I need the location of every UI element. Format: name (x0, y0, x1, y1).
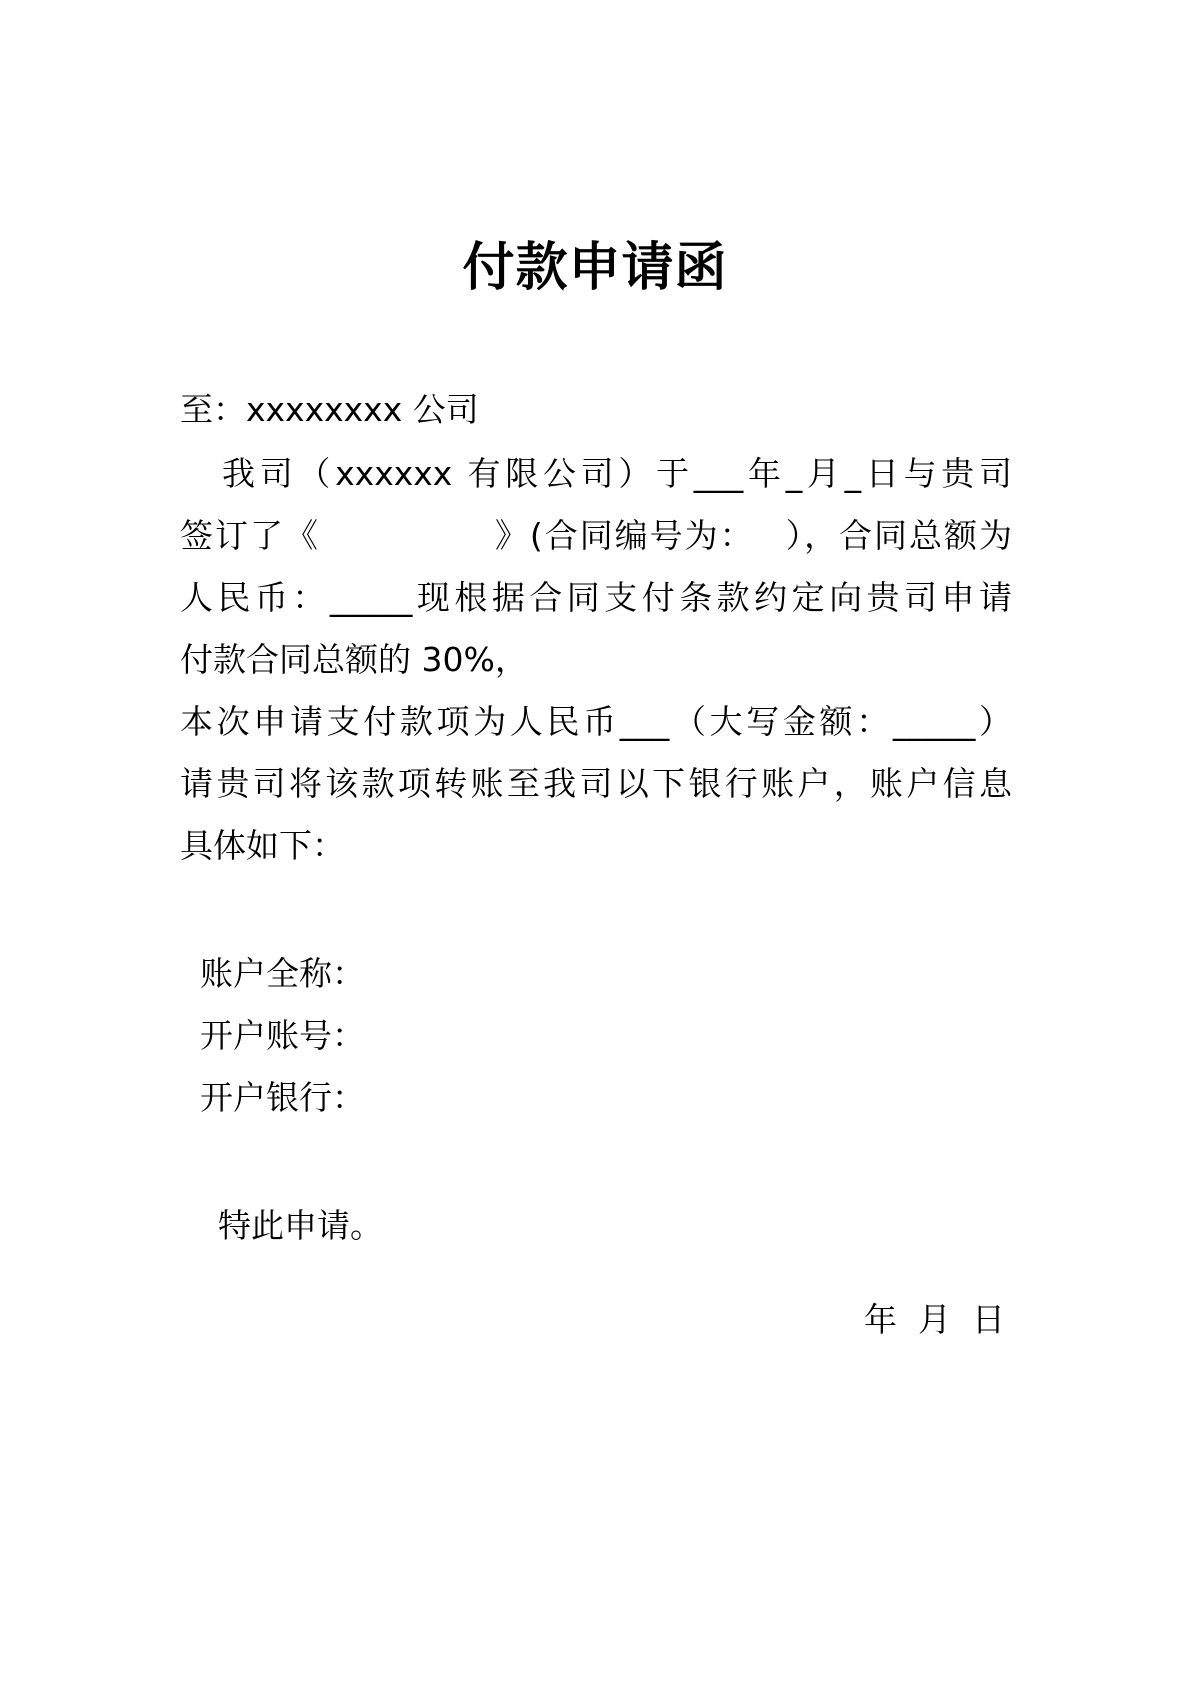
body-line-3: 人民币：_____现根据合同支付条款约定向贵司申请 (180, 578, 1012, 617)
body-line-6: 请贵司将该款项转账至我司以下银行账户，账户信息 (180, 764, 1012, 803)
body-line-1: 我司（xxxxxx 有限公司）于___年_月_日与贵司 (222, 454, 1012, 493)
body-line-7: 具体如下： (180, 826, 345, 865)
closing-line: 特此申请。 (218, 1206, 383, 1245)
account-bank-label: 开户银行： (200, 1078, 365, 1117)
letter-title: 付款申请函 (462, 238, 728, 298)
body-line-5: 本次申请支付款项为人民币___（大写金额：_____） (180, 702, 1012, 741)
date-line: 年 月 日 (864, 1300, 1005, 1339)
account-name-label: 账户全称： (200, 954, 365, 993)
account-number-label: 开户账号： (200, 1016, 365, 1055)
recipient-line: 至：xxxxxxxx 公司 (180, 390, 479, 429)
body-line-4: 付款合同总额的 30%， (180, 640, 528, 679)
body-line-2: 签订了《 》(合同编号为： ），合同总额为 (180, 516, 1012, 555)
